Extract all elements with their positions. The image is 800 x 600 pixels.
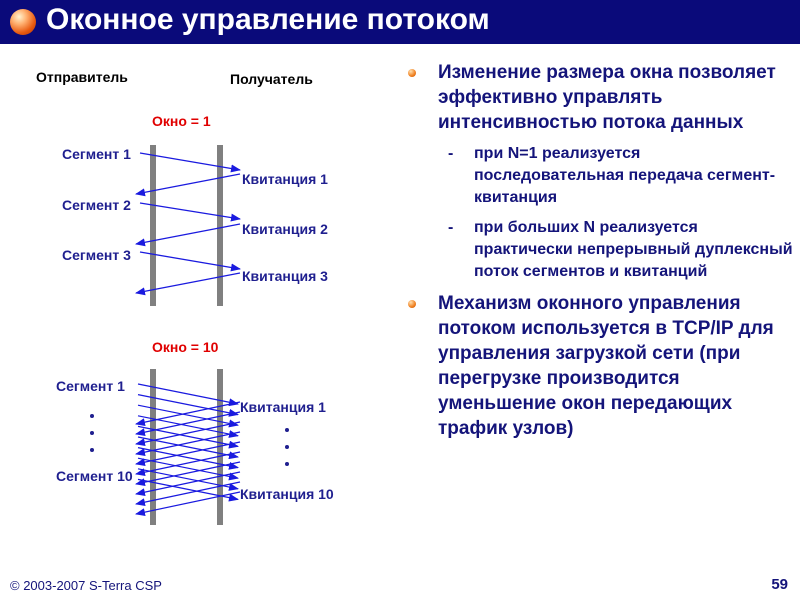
window1-ack-label: Квитанция 1 (242, 171, 328, 187)
sub-list (398, 143, 794, 283)
bullet-item (398, 291, 794, 441)
window1-segment-label: Сегмент 3 (62, 247, 131, 263)
slide-title: Оконное управление потоком (46, 3, 490, 36)
bullet-icon (408, 69, 416, 77)
sender-label: Отправитель (36, 69, 128, 85)
dash-icon: - (448, 219, 454, 236)
window1-ack-label: Квитанция 2 (242, 221, 328, 237)
title-bar (0, 0, 800, 44)
window1-receiver-timeline (217, 145, 223, 306)
bullet-icon (408, 300, 416, 308)
window10-last-segment-label: Сегмент 10 (56, 468, 133, 484)
window10-last-ack-label: Квитанция 10 (240, 486, 334, 502)
title-bullet-icon (10, 9, 36, 35)
window10-label: Окно = 10 (152, 339, 219, 355)
window1-segment-label: Сегмент 1 (62, 146, 131, 162)
bullet-item (398, 60, 794, 135)
receiver-label: Получатель (230, 71, 313, 87)
bullet-list (398, 60, 794, 441)
bullet-text: Изменение размера окна позволяет эффективно управлять интенсивностью потока данных (438, 62, 776, 133)
window10-sender-timeline (150, 369, 156, 525)
window1-segment-label: Сегмент 2 (62, 197, 131, 213)
window10-first-segment-label: Сегмент 1 (56, 378, 125, 394)
window1-label: Окно = 1 (152, 113, 211, 129)
bullet-text: Механизм оконного управления потоком используется в TCP/IP для управления загрузкой сети (при перегрузке производится уменьшение окон передающих трафик узлов) (438, 293, 774, 439)
copyright: © 2003-2007 S-Terra CSP (10, 578, 162, 593)
window10-first-ack-label: Квитанция 1 (240, 399, 326, 415)
sub-item (438, 217, 794, 283)
window1-ack-label: Квитанция 3 (242, 268, 328, 284)
sub-item-text: при N=1 реализуется последовательная передача сегмент-квитанция (474, 145, 776, 206)
flow-control-diagram (0, 44, 380, 564)
sub-item-text: при больших N реализуется практически непрерывный дуплексный поток сегментов и квитанций (474, 219, 793, 280)
dash-icon: - (448, 145, 454, 162)
sub-item (438, 143, 794, 209)
page-number: 59 (771, 576, 788, 593)
window1-sender-timeline (150, 145, 156, 306)
